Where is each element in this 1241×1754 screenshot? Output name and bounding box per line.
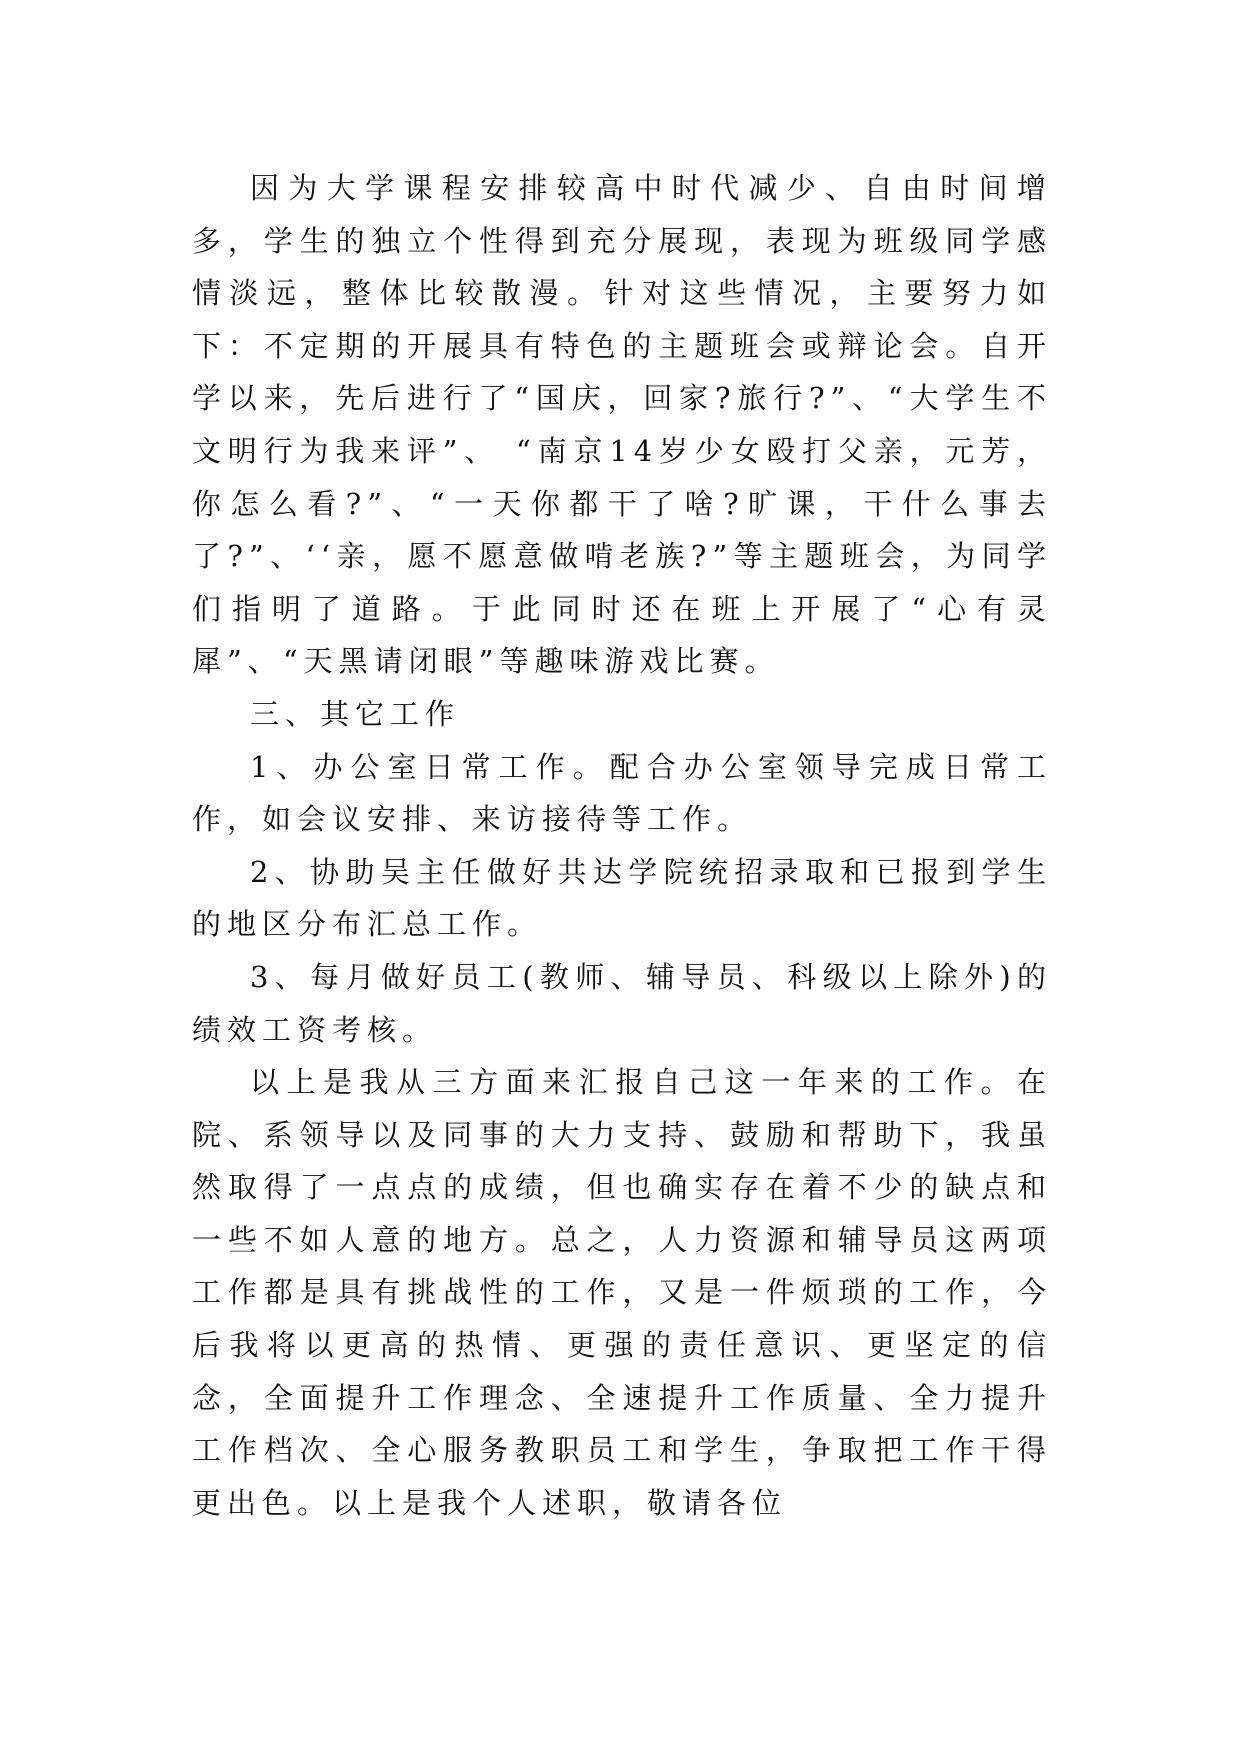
paragraph-enrollment-summary: 2、协助吴主任做好共达学院统招录取和已报到学生的地区分布汇总工作。 [192,854,1052,942]
paragraph-conclusion: 以上是我从三方面来汇报自己这一年来的工作。在院、系领导以及同事的大力支持、鼓励和帮助下，我虽然取得了一点点的成绩，但也确实存在着不少的缺点和一些不如人意的地方。总之，人力资源和辅导员这两项工作都是具有挑战性的工作，又是一件烦琐的工作，今后我将以更高的热情、更强的责任意识、更坚定的信念，全面提升工作理念、全速提升工作质量、全力提升工作档次、全心服务教职员工和学生，争取把工作干得更出色。以上是我个人述职，敬请各位 [192,1065,1052,1520]
paragraph-office-work: 1、办公室日常工作。配合办公室领导完成日常工作，如会议安排、来访接待等工作。 [192,749,1052,837]
paragraph-salary-assessment: 3、每月做好员工(教师、辅导员、科级以上除外)的绩效工资考核。 [192,959,1052,1047]
document-body [192,162,1052,1529]
section-heading-other-work: 三、其它工作 [250,696,461,731]
paragraph-class-activities: 因为大学课程安排较高中时代减少、自由时间增多，学生的独立个性得到充分展现，表现为班级同学感情淡远，整体比较散漫。针对这些情况，主要努力如下：不定期的开展具有特色的主题班会或辩论会。自开学以来，先后进行了“国庆，回家?旅行?”、“大学生不文明行为我来评”、 “南京14岁少女殴打父亲，元芳，你怎么看?”、“一天你都干了啥?旷课，干什么事去了?”、‘‘亲，愿不愿意做啃老族?”等主题班会，为同学们指明了道路。于此同时还在班上开展了“心有灵犀”、“天黑请闭眼”等趣味游戏比赛。 [192,171,1052,679]
